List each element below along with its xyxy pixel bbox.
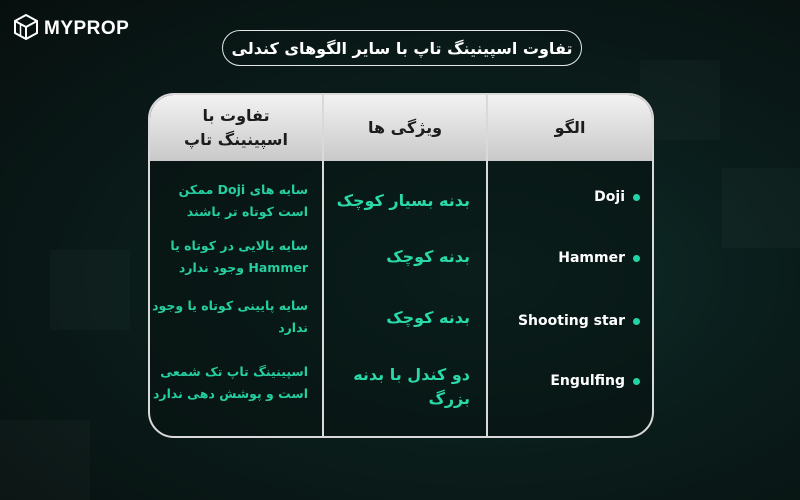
table-row-difference: سایه بالایی در کوتاه یا Hammer وجود ندارد	[170, 238, 308, 275]
pattern-name: Hammer	[558, 250, 625, 266]
background-decoration	[0, 420, 90, 500]
table-row-feature: بدنه بسیار کوچک	[336, 191, 470, 210]
background-decoration	[50, 250, 130, 330]
hexagon-cube-icon	[14, 14, 38, 44]
table-row-pattern	[490, 313, 640, 329]
header-difference-line1: تفاوت با	[202, 106, 270, 125]
table-row-feature: بدنه کوچک	[386, 308, 470, 327]
comparison-table	[148, 93, 654, 438]
header-features: ویژگی ها	[367, 118, 443, 137]
table-row-pattern	[490, 373, 640, 389]
header-difference-line2: اسپینینگ تاپ	[184, 130, 288, 149]
bullet-icon	[633, 255, 640, 262]
bullet-icon	[633, 318, 640, 325]
table-header	[150, 95, 652, 161]
logo	[14, 14, 129, 44]
table-row-difference: سایه های Doji ممکن است کوتاه تر باشند	[178, 182, 308, 219]
table-row-pattern	[490, 250, 640, 266]
pattern-name: Doji	[594, 189, 625, 205]
pattern-name: Shooting star	[517, 313, 625, 329]
table-row-difference: اسپینینگ تاپ تک شمعی است و پوشش دهی ندارد	[152, 364, 308, 401]
page-title: تفاوت اسپینینگ تاپ با سایر الگوهای کندلی	[222, 30, 582, 66]
table-row-pattern	[490, 189, 640, 205]
table-row-feature: دو کندل با بدنه بزرگ	[353, 365, 470, 408]
background-decoration	[722, 168, 800, 248]
table-row-difference: سایه پایینی کوتاه یا وجود ندارد	[152, 298, 308, 335]
header-difference	[150, 95, 322, 161]
bullet-icon	[633, 378, 640, 385]
table-row-feature: بدنه کوچک	[386, 247, 470, 266]
pattern-name: Engulfing	[550, 373, 625, 389]
bullet-icon	[633, 194, 640, 201]
logo-text: MYPROP	[44, 18, 130, 39]
column-divider	[486, 95, 488, 436]
header-pattern: الگو	[554, 118, 586, 137]
